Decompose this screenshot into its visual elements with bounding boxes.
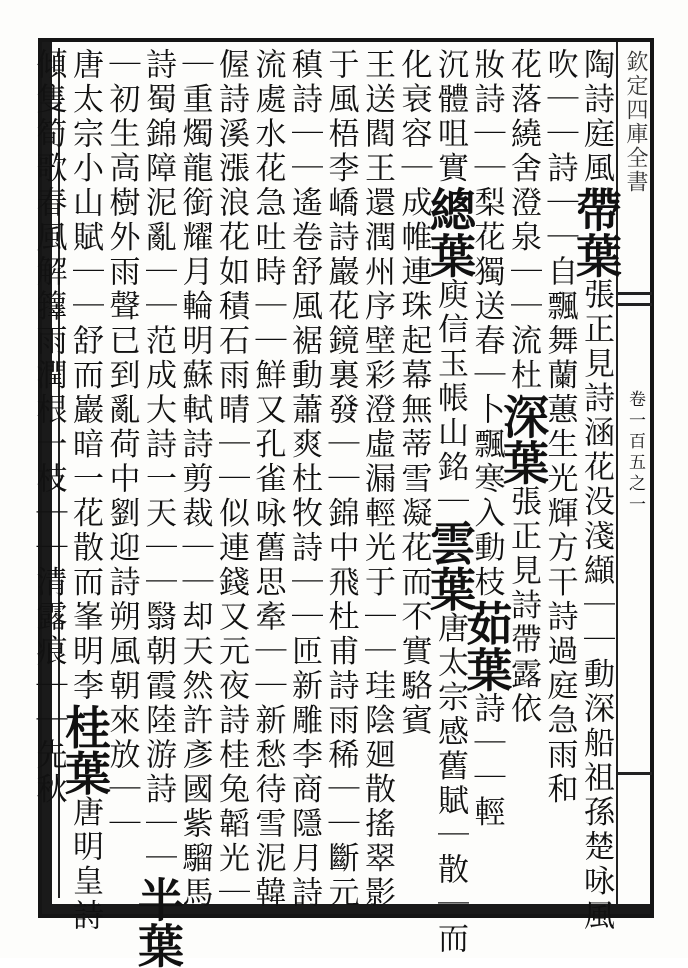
entry-headword: 桂葉 [58,703,112,796]
fish-tail-mark [618,292,652,306]
text-column [322,48,359,911]
text-column [249,48,286,911]
column-text: 張正見詩涵花没淺纈｜｜動深船祖孫楚咏風 [578,278,614,934]
text-column [103,48,140,900]
margin-rule-mark [618,772,652,775]
text-column [213,48,250,911]
column-text: 稹詩｜｜遙卷舒風裾動蕭爽杜牧詩｜｜匝新雕李商隱月詩 [286,48,322,911]
column-text: 唐太宗小山賦｜｜舒而巖暗一花散而峯明李 [67,48,103,704]
column-text: 于風梧李嶠詩巖花鏡裏發｜｜錦中飛杜甫詩雨稀｜｜斷元 [322,48,359,911]
column-text: 陶詩庭風 [578,48,614,186]
text-column [131,48,185,968]
column-text: ｜初生高樹外雨聲已到亂荷中劉迎詩朔風朝來放｜｜ [103,48,140,842]
column-text: 詩｜｜輕 [468,692,505,830]
entry-headword: 茹葉 [459,600,514,692]
text-columns [30,48,623,968]
entry-headword: 深葉 [496,393,550,485]
column-text: ｜重燭龍銜耀月輪明蘇軾詩剪裁｜｜却天然許彥國紫騮馬 [176,48,213,911]
column-text: 庾信玉帳山銘｜ [432,278,468,520]
text-column [569,48,623,934]
column-text: 吹｜｜ [541,48,578,152]
text-column [359,48,396,911]
column-text: 沉體咀實 [432,48,468,186]
entry-headword: 半葉 [131,876,185,968]
column-text: 花落繞舍澄泉｜｜流杜 [505,48,541,393]
column-text: 妝詩｜｜梨花獨送春 [468,48,505,359]
entry-headword: 帶葉 [569,186,623,278]
column-text: ｜｜先秋 [30,669,67,807]
entry-headword: 雲葉 [423,519,477,612]
margin-book-title: 欽定四庫全書 [623,50,648,194]
text-column [395,48,432,900]
entry-headword: 總葉 [423,186,477,278]
column-text: 唐明皇詩 [67,795,103,934]
column-text: 唐太宗感舊賦｜散｜而 [432,611,468,957]
column-text: 王送閻王還潤州序壁彩澄虛漏輕光于｜｜珪陰廻散搖翠影 [359,48,395,911]
text-column [176,48,213,911]
column-text: 詩蜀錦障泥亂｜｜范成大詩一天｜｜翳朝霞陸游詩｜｜ [140,48,176,876]
text-column [58,48,112,934]
column-text: 無蒂雪凝花而不實駱賓 [395,393,432,738]
text-column [541,48,578,900]
text-column [496,48,550,900]
column-text: ｜卜飄寒入動枝 [468,358,505,600]
column-text: 張正見詩帶露依 [505,485,541,727]
text-column [423,48,477,957]
column-text: 化衰容 [395,48,432,152]
margin-volume-number: 卷一百五之一 [625,390,645,516]
column-text: 詩｜｜自飄舞蘭蕙生光輝方干詩過庭急雨和 [541,151,578,807]
column-text: 偓詩溪漲浪花如積石雨晴｜｜似連錢又元夜詩桂兔韜光｜ [213,48,249,911]
text-column [286,48,323,911]
column-text: 流處水花急吐時｜｜鮮又孔雀咏舊思牽｜｜新愁待雪泥韓 [249,48,286,911]
column-text: 傾隻筍歌春風解籜雨潤根一枝｜｜清露痕 [30,48,67,669]
column-text: ｜成帷連珠起幕 [395,151,432,393]
